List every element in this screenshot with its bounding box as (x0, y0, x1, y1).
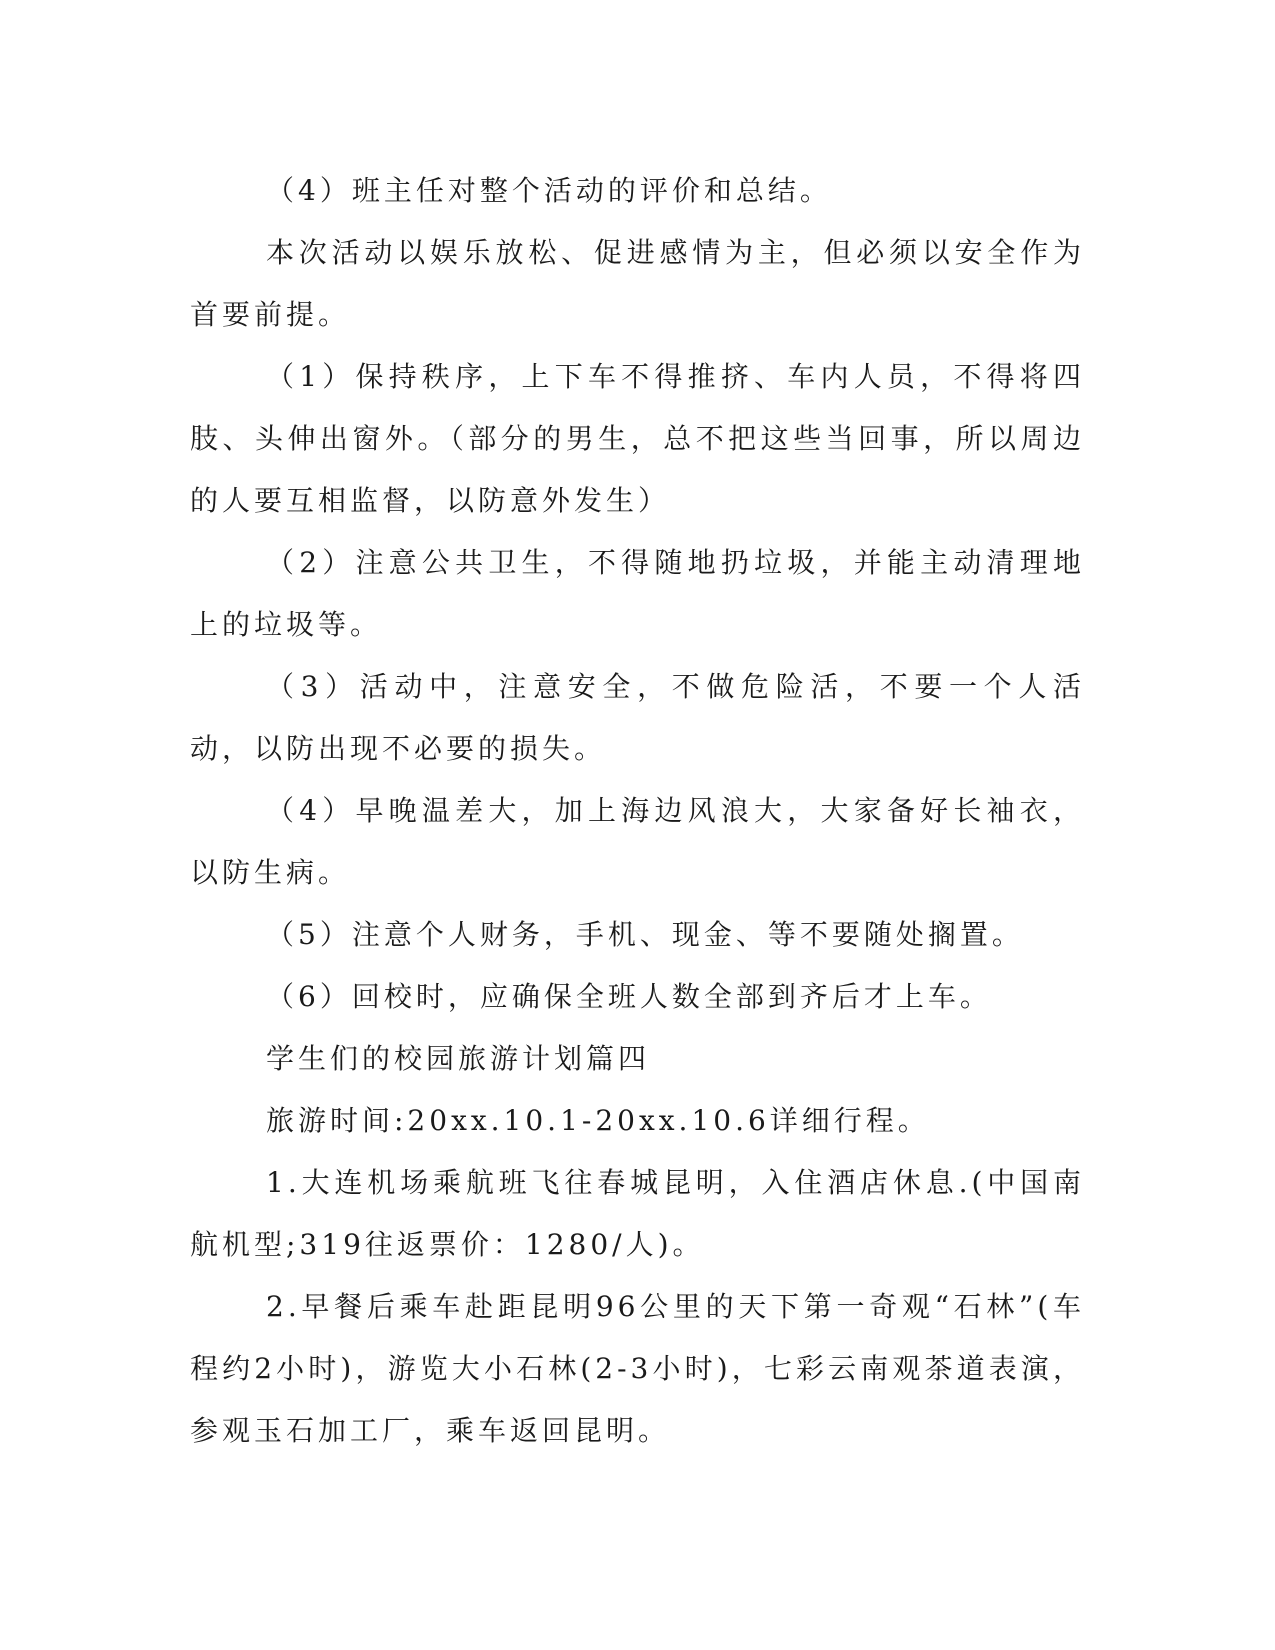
paragraph-rule-2: （2）注意公共卫生，不得随地扔垃圾，并能主动清理地上的垃圾等。 (190, 546, 1085, 641)
paragraph-rule-1: （1）保持秩序，上下车不得推挤、车内人员，不得将四肢、头伸出窗外。（部分的男生，总不把这些当回事，所以周边的人要互相监督，以防意外发生） (190, 360, 1085, 517)
paragraph-rule-4: （4）早晚温差大，加上海边风浪大，大家备好长袖衣，以防生病。 (190, 794, 1085, 889)
paragraph-itinerary-day-2: 2.早餐后乘车赴距昆明96公里的天下第一奇观“石林”(车程约2小时)，游览大小石林(2-3小时)，七彩云南观茶道表演，参观玉石加工厂，乘车返回昆明。 (190, 1290, 1085, 1447)
document-body (190, 160, 1085, 1462)
paragraph-rule-5: （5）注意个人财务，手机、现金、等不要随处搁置。 (266, 918, 1024, 951)
paragraph-itinerary-day-1: 1.大连机场乘航班飞往春城昆明，入住酒店休息.(中国南航机型;319往返票价：1280/人)。 (190, 1166, 1085, 1261)
paragraph-rule-3: （3）活动中，注意安全，不做危险活，不要一个人活动，以防出现不必要的损失。 (190, 670, 1085, 765)
paragraph-travel-time: 旅游时间:20xx.10.1-20xx.10.6详细行程。 (266, 1104, 930, 1137)
paragraph-safety-intro: 本次活动以娱乐放松、促进感情为主，但必须以安全作为首要前提。 (190, 236, 1085, 331)
paragraph-rule-6: （6）回校时，应确保全班人数全部到齐后才上车。 (266, 980, 992, 1013)
paragraph-summary-item-4: （4）班主任对整个活动的评价和总结。 (266, 174, 832, 207)
section-heading: 学生们的校园旅游计划篇四 (266, 1042, 651, 1075)
